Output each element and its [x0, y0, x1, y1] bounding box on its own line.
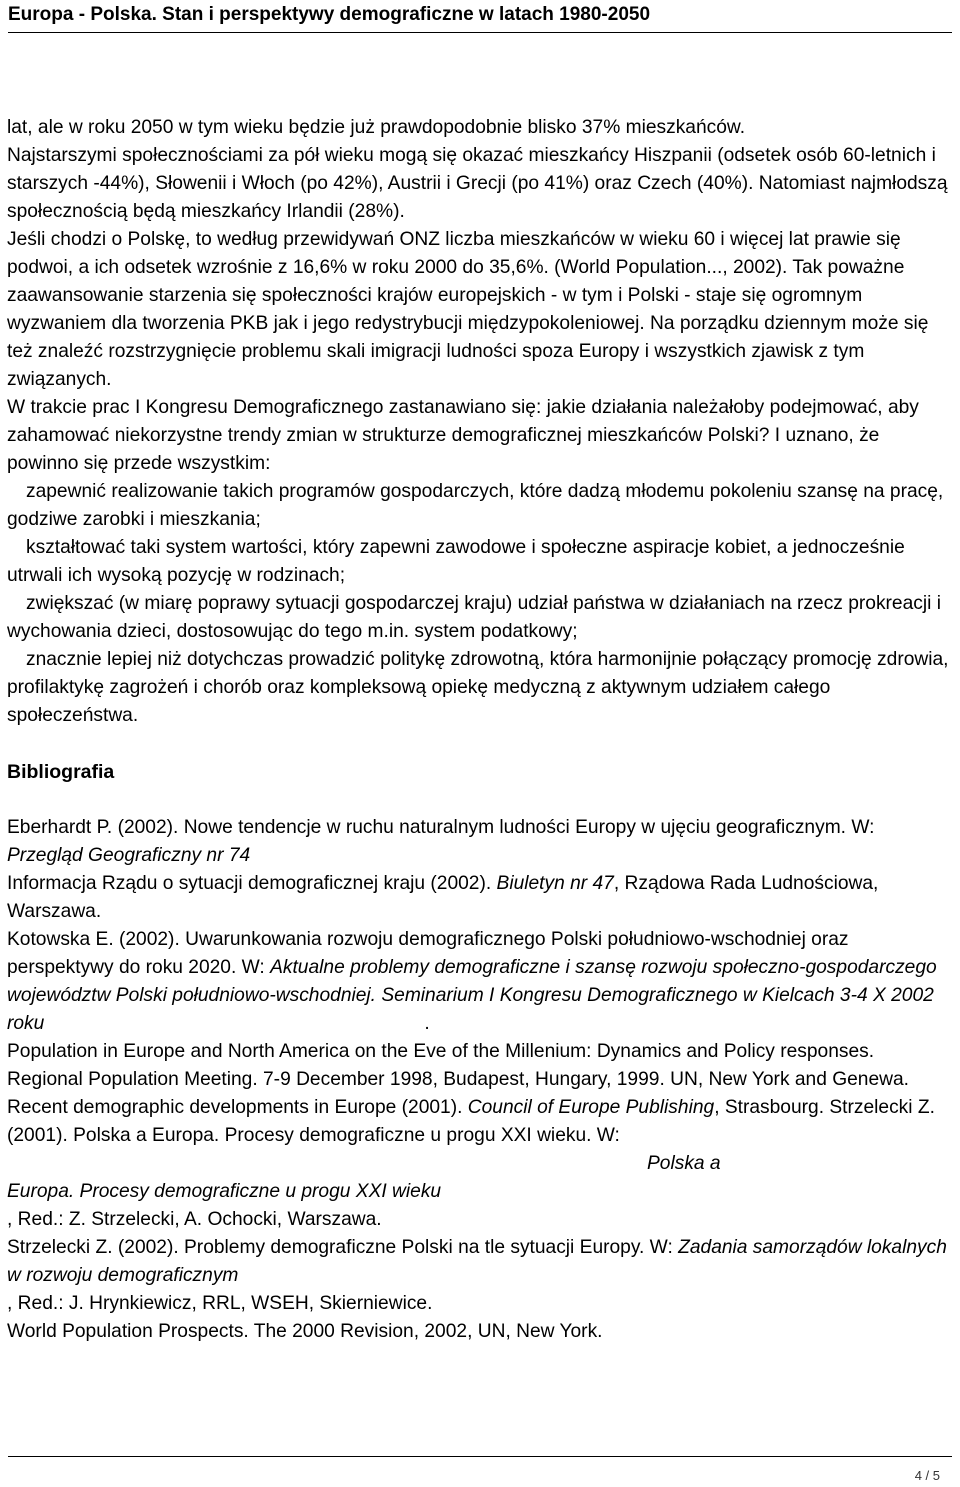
- bibliography-entry: Eberhardt P. (2002). Nowe tendencje w ruchu naturalnym ludności Europy w ujęciu geograficznym. W: Przegląd Geograficzny nr 74: [7, 817, 875, 866]
- bibliography-entry: Informacja Rządu o sytuacji demograficznej kraju (2002). Biuletyn nr 47, Rządowa Rada Ludnościowa, Warszawa.: [7, 873, 879, 922]
- bibliography-entry: Kotowska E. (2002). Uwarunkowania rozwoju demograficznego Polski południowo-wschodniej oraz perspektywy do roku 2020. W: Aktualne problemy demograficzne i szansę rozwoju społeczno-gospodarczego województw Polski południowo-wschodniej. Seminarium I Kongresu Demograficznego w Kielcach 3-4 X 2002 roku .: [7, 929, 937, 1034]
- paragraph: Jeśli chodzi o Polskę, to według przewidywań ONZ liczba mieszkańców w wieku 60 i więcej lat prawie się podwoi, a ich odsetek wzrośnie z 16,6% w roku 2000 do 35,6%. (World Population..., 2002). Tak poważne zaawansowanie starzenia się społeczności krajów europejskich - w tym i Polski - staje się ogromnym wyzwaniem dla tworzenia PKB jak i jego redystrybucji międzypokoleniowej. Na porządku dziennym może się też znaleźć rozstrzygnięcie problemu skali imigracji ludności spoza Europy i wszystkich zjawisk z tym związanych.: [7, 229, 929, 390]
- bibliography-entry: Strzelecki Z. (2002). Problemy demograficzne Polski na tle sytuacji Europy. W: Zadania samorządów lokalnych w rozwoju demograficznym , Red.: J. Hrynkiewicz, RRL, WSEH, Skierniewice.: [7, 1237, 947, 1314]
- footer-divider: [8, 1456, 952, 1457]
- page-header: [8, 2, 952, 30]
- paragraph: W trakcie prac I Kongresu Demograficznego zastanawiano się: jakie działania należałoby podejmować, aby zahamować niekorzystne trendy zmian w strukturze demograficznej mieszkańców Polski? I uznano, że powinno się przede wszystkim:: [7, 397, 919, 474]
- bibliography-entry: Recent demographic developments in Europe (2001). Council of Europe Publishing, Strasbourg. Strzelecki Z. (2001). Polska a Europa. Procesy demograficzne u progu XXI wieku. W: Polska a Europa. Procesy demograficzne u progu XXI wieku , Red.: Z. Strzelecki, A. Ochocki, Warszawa.: [7, 1097, 935, 1230]
- list-item: zapewnić realizowanie takich programów gospodarczych, które dadzą młodemu pokoleniu szansę na pracę, godziwe zarobki i mieszkania;: [7, 481, 944, 530]
- list-item: znacznie lepiej niż dotychczas prowadzić politykę zdrowotną, która harmonijnie połączący promocję zdrowia, profilaktykę zagrożeń i chorób oraz kompleksową opiekę medyczną z aktywnym udziałem całego społeczeństwa.: [7, 649, 949, 726]
- page-number: 4 / 5: [914, 1468, 940, 1483]
- document-title: Europa - Polska. Stan i perspektywy demograficzne w latach 1980-2050: [8, 4, 651, 25]
- bibliography-entry: World Population Prospects. The 2000 Revision, 2002, UN, New York.: [7, 1321, 603, 1342]
- list-item: zwiększać (w miarę poprawy sytuacji gospodarczej kraju) udział państwa w działaniach na rzecz prokreacji i wychowania dzieci, dostosowując do tego m.in. system podatkowy;: [7, 593, 941, 642]
- paragraph: Najstarszymi społecznościami za pół wieku mogą się okazać mieszkańcy Hiszpanii (odsetek osób 60-letnich i starszych -44%), Słowenii i Włoch (po 42%), Austrii i Grecji (po 41%) oraz Czech (40%). Natomiast najmłodszą społecznością będą mieszkańcy Irlandii (28%).: [7, 145, 948, 222]
- bibliography-heading: Bibliografia: [7, 761, 115, 783]
- header-divider: [8, 32, 952, 33]
- bibliography-entry: Population in Europe and North America on the Eve of the Millenium: Dynamics and Policy responses. Regional Population Meeting. 7-9 December 1998, Budapest, Hungary, 1999. UN, New York and Genewa.: [7, 1041, 910, 1090]
- document-body: [7, 114, 953, 1346]
- paragraph: lat, ale w roku 2050 w tym wieku będzie już prawdopodobnie blisko 37% mieszkańców.: [7, 117, 746, 138]
- list-item: kształtować taki system wartości, który zapewni zawodowe i społeczne aspiracje kobiet, a jednocześnie utrwali ich wysoką pozycję w rodzinach;: [7, 537, 905, 586]
